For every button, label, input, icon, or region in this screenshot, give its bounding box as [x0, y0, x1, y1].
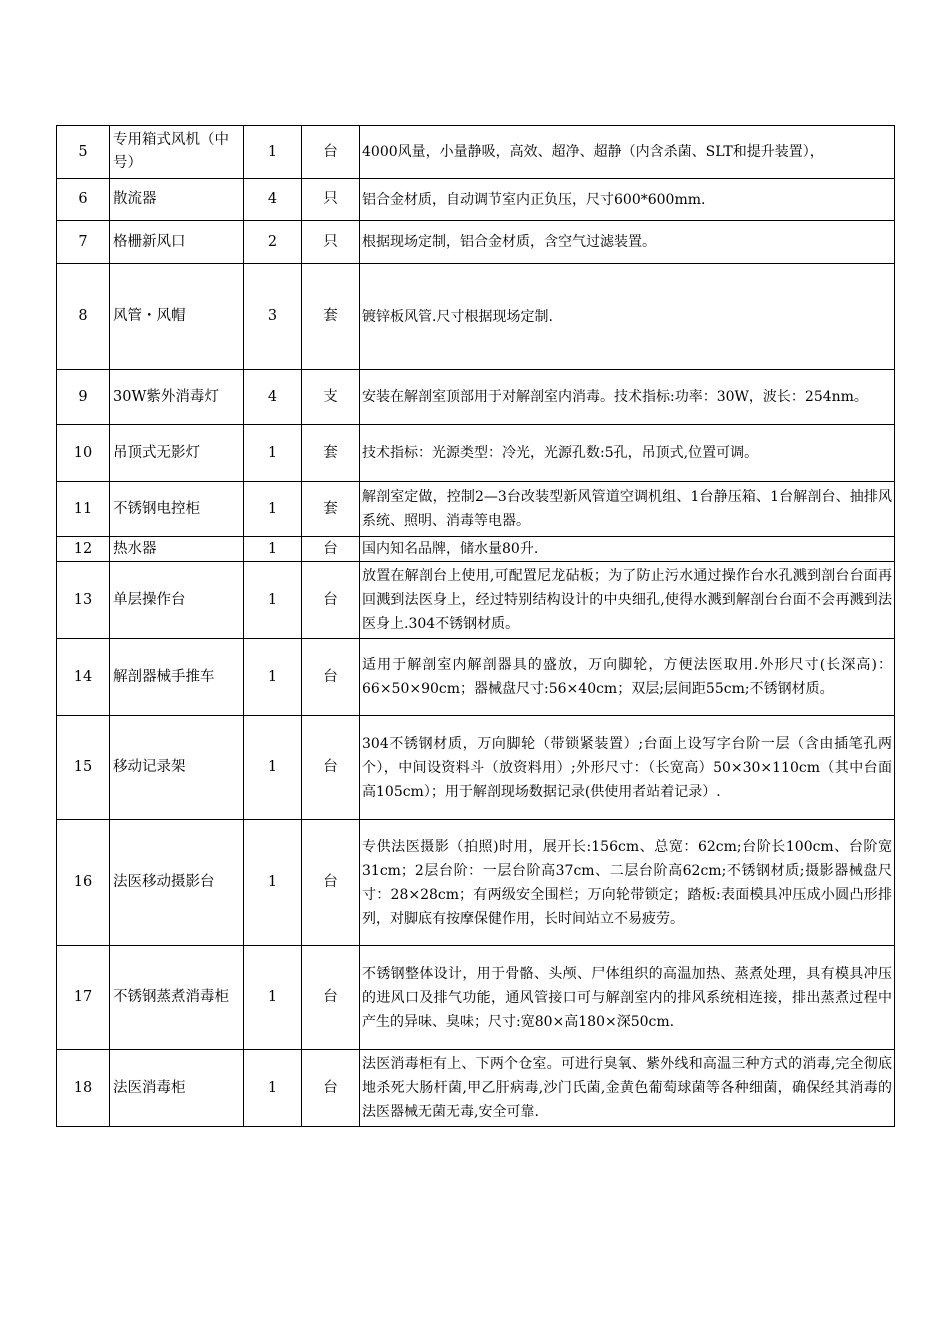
item-name: 解剖器械手推车 — [110, 639, 244, 716]
item-unit: 台 — [302, 562, 360, 639]
item-unit: 套 — [302, 264, 360, 370]
table-row — [57, 537, 895, 562]
item-unit: 台 — [302, 716, 360, 820]
row-number: 12 — [57, 537, 110, 562]
table-body — [57, 126, 895, 1127]
item-name: 移动记录架 — [110, 716, 244, 820]
item-unit: 台 — [302, 820, 360, 946]
row-number: 6 — [57, 179, 110, 221]
item-spec: 不锈钢整体设计，用于骨骼、头颅、尸体组织的高温加热、蒸煮处理，具有模具冲压的进风口及排气功能，通风管接口可与解剖室内的排风系统相连接，排出蒸煮过程中产生的异味、臭味；尺寸:宽80×高180×深50cm. — [360, 946, 895, 1050]
table-row — [57, 179, 895, 221]
item-spec: 放置在解剖台上使用,可配置尼龙砧板；为了防止污水通过操作台水孔溅到剖台台面再回溅到法医身上，经过特别结构设计的中央细孔,使得水溅到解剖台台面不会再溅到法医身上.304不锈钢材质。 — [360, 562, 895, 639]
table-row — [57, 482, 895, 537]
equipment-table — [56, 125, 895, 1127]
item-spec: 技术指标：光源类型：冷光，光源孔数:5孔，吊顶式,位置可调。 — [360, 425, 895, 482]
row-number: 15 — [57, 716, 110, 820]
item-name: 格栅新风口 — [110, 221, 244, 264]
item-quantity: 1 — [244, 820, 302, 946]
item-quantity: 1 — [244, 126, 302, 179]
item-spec: 适用于解剖室内解剖器具的盛放，万向脚轮，方便法医取用.外形尺寸(长深高)：66×50×90cm；器械盘尺寸:56×40cm；双层;层间距55cm;不锈钢材质。 — [360, 639, 895, 716]
item-name: 散流器 — [110, 179, 244, 221]
row-number: 14 — [57, 639, 110, 716]
item-spec: 专供法医摄影（拍照)时用，展开长:156cm、总宽：62cm;台阶长100cm、台阶宽31cm；2层台阶：一层台阶高37cm、二层台阶高62cm;不锈钢材质;摄影器械盘尺寸：28×28cm；有两级安全围栏；万向轮带锁定；踏板:表面模具冲压成小圆凸形排列，对脚底有按摩保健作用，长时间站立不易疲劳。 — [360, 820, 895, 946]
item-name: 风管・风帽 — [110, 264, 244, 370]
table-row — [57, 264, 895, 370]
row-number: 18 — [57, 1050, 110, 1127]
item-name: 法医移动摄影台 — [110, 820, 244, 946]
row-number: 17 — [57, 946, 110, 1050]
item-quantity: 1 — [244, 425, 302, 482]
item-name: 不锈钢电控柜 — [110, 482, 244, 537]
item-spec: 根据现场定制，铝合金材质，含空气过滤装置。 — [360, 221, 895, 264]
item-unit: 台 — [302, 537, 360, 562]
item-name: 热水器 — [110, 537, 244, 562]
item-unit: 支 — [302, 370, 360, 425]
item-spec: 4000风量，小量静吸，高效、超净、超静（内含杀菌、SLT和提升装置）， — [360, 126, 895, 179]
item-unit: 台 — [302, 639, 360, 716]
row-number: 8 — [57, 264, 110, 370]
item-spec: 法医消毒柜有上、下两个仓室。可进行臭氧、紫外线和高温三种方式的消毒,完全彻底地杀死大肠杆菌,甲乙肝病毒,沙门氏菌,金黄色葡萄球菌等各种细菌，确保经其消毒的法医器械无菌无毒,安全可靠. — [360, 1050, 895, 1127]
item-name: 单层操作台 — [110, 562, 244, 639]
table-row — [57, 946, 895, 1050]
item-name: 专用箱式风机（中号） — [110, 126, 244, 179]
table-row — [57, 562, 895, 639]
table-row — [57, 126, 895, 179]
item-spec: 国内知名品牌，储水量80升. — [360, 537, 895, 562]
row-number: 16 — [57, 820, 110, 946]
item-name: 30W紫外消毒灯 — [110, 370, 244, 425]
row-number: 5 — [57, 126, 110, 179]
item-quantity: 3 — [244, 264, 302, 370]
item-quantity: 4 — [244, 370, 302, 425]
item-quantity: 2 — [244, 221, 302, 264]
row-number: 13 — [57, 562, 110, 639]
item-unit: 套 — [302, 425, 360, 482]
item-quantity: 1 — [244, 537, 302, 562]
item-quantity: 1 — [244, 1050, 302, 1127]
row-number: 9 — [57, 370, 110, 425]
item-quantity: 4 — [244, 179, 302, 221]
item-unit: 台 — [302, 946, 360, 1050]
item-spec: 安装在解剖室顶部用于对解剖室内消毒。技术指标:功率：30W，波长：254nm。 — [360, 370, 895, 425]
table-row — [57, 820, 895, 946]
item-quantity: 1 — [244, 716, 302, 820]
item-name: 不锈钢蒸煮消毒柜 — [110, 946, 244, 1050]
table-row — [57, 716, 895, 820]
row-number: 7 — [57, 221, 110, 264]
item-unit: 只 — [302, 221, 360, 264]
item-unit: 只 — [302, 179, 360, 221]
item-quantity: 1 — [244, 562, 302, 639]
item-unit: 套 — [302, 482, 360, 537]
item-name: 法医消毒柜 — [110, 1050, 244, 1127]
item-unit: 台 — [302, 126, 360, 179]
table-row — [57, 370, 895, 425]
item-spec: 铝合金材质，自动调节室内正负压，尺寸600*600mm. — [360, 179, 895, 221]
table-row — [57, 425, 895, 482]
item-spec: 解剖室定做，控制2—3台改装型新风管道空调机组、1台静压箱、1台解剖台、抽排风系统、照明、消毒等电器。 — [360, 482, 895, 537]
item-unit: 台 — [302, 1050, 360, 1127]
row-number: 10 — [57, 425, 110, 482]
item-quantity: 1 — [244, 946, 302, 1050]
item-quantity: 1 — [244, 482, 302, 537]
row-number: 11 — [57, 482, 110, 537]
table-row — [57, 221, 895, 264]
table-row — [57, 1050, 895, 1127]
item-spec: 304不锈钢材质，万向脚轮（带锁紧装置）;台面上设写字台阶一层（含由插笔孔两个），中间设资料斗（放资料用）;外形尺寸：（长宽高）50×30×110cm（其中台面高105cm）；用于解剖现场数据记录(供使用者站着记录）. — [360, 716, 895, 820]
item-spec: 镀锌板风管.尺寸根据现场定制. — [360, 264, 895, 370]
item-quantity: 1 — [244, 639, 302, 716]
table-row — [57, 639, 895, 716]
item-name: 吊顶式无影灯 — [110, 425, 244, 482]
